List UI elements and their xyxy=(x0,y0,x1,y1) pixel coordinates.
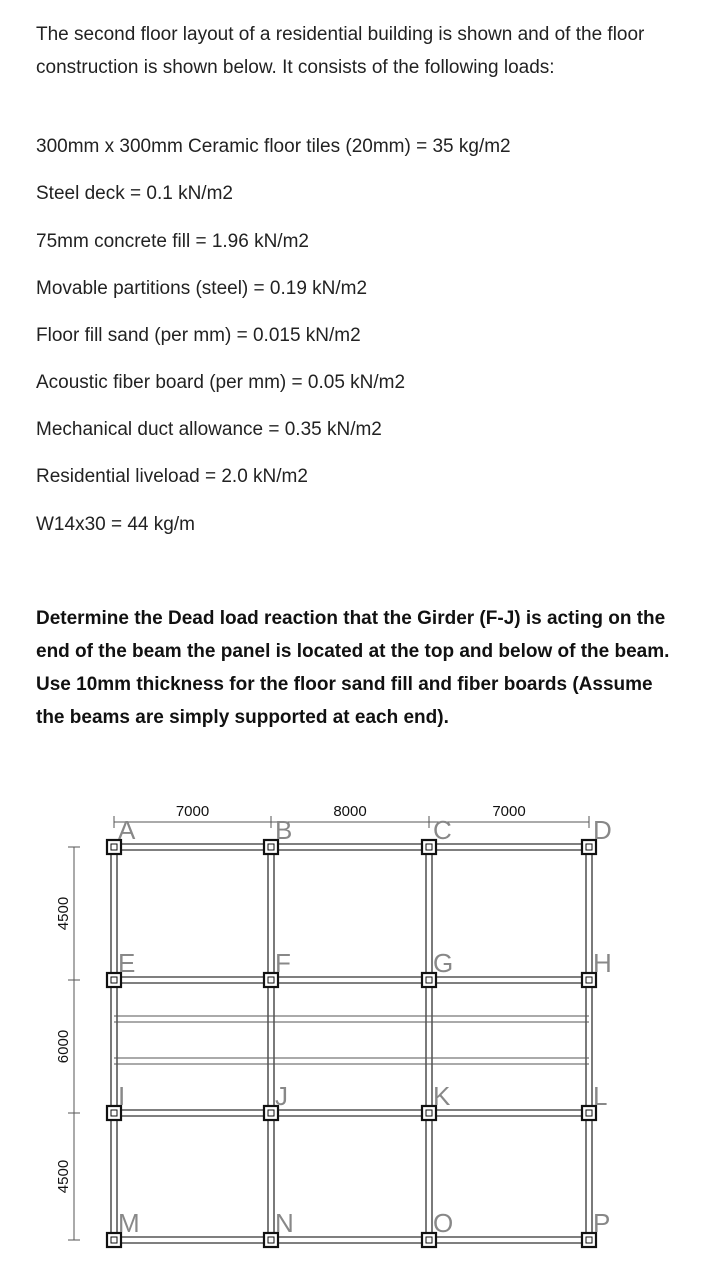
bay-depth-label: 6000 xyxy=(55,1029,72,1064)
grid-point-label: O xyxy=(433,1208,454,1238)
grid-point-label: I xyxy=(118,1081,126,1111)
load-item-liveload: Residential liveload = 2.0 kN/m2 xyxy=(36,466,308,487)
load-item-fiber-board: Acoustic fiber board (per mm) = 0.05 kN/m2 xyxy=(36,372,406,393)
bay-width-label: 7000 xyxy=(175,803,210,820)
grid-point-label: K xyxy=(433,1081,451,1111)
bay-width-label: 7000 xyxy=(492,803,526,820)
load-item-partitions: Movable partitions (steel) = 0.19 kN/m2 xyxy=(36,278,368,299)
load-item-beam-weight: W14x30 = 44 kg/m xyxy=(36,514,195,535)
bay-width-label: 8000 xyxy=(333,803,367,820)
grid-point-label: E xyxy=(118,948,136,978)
grid-point-label: L xyxy=(593,1081,608,1111)
grid-point-label: F xyxy=(275,948,291,978)
bay-depth-label: 4500 xyxy=(55,1159,72,1194)
bay-depth-label: 4500 xyxy=(55,896,72,931)
grid-point-label: J xyxy=(275,1081,288,1111)
load-item-tiles: 300mm x 300mm Ceramic floor tiles (20mm) = 35 kg/m2 xyxy=(36,136,511,157)
problem-intro: The second floor layout of a residential building is shown and of the floor construction is shown below. It consists of the following loads: xyxy=(36,24,645,78)
grid-point-label: N xyxy=(275,1208,294,1238)
problem-question: Determine the Dead load reaction that the Girder (F-J) is acting on the end of the beam the panel is located at the top and below of the beam. Use 10mm thickness for the floor sand fill and fiber boards (Assume the beams are simply supported at each end). xyxy=(36,608,670,728)
load-item-sand-fill: Floor fill sand (per mm) = 0.015 kN/m2 xyxy=(36,325,361,346)
floor-plan-svg xyxy=(0,790,721,1280)
grid-point-label: B xyxy=(275,815,293,845)
load-item-duct: Mechanical duct allowance = 0.35 kN/m2 xyxy=(36,419,382,440)
grid-point-label: P xyxy=(593,1208,611,1238)
grid-point-label: D xyxy=(593,815,612,845)
load-item-steel-deck: Steel deck = 0.1 kN/m2 xyxy=(36,183,233,204)
grid-point-label: G xyxy=(433,948,454,978)
floor-plan-diagram xyxy=(0,790,721,1280)
grid-point-label: A xyxy=(118,815,136,845)
grid-point-label: H xyxy=(593,948,612,978)
load-item-concrete-fill: 75mm concrete fill = 1.96 kN/m2 xyxy=(36,231,309,252)
grid-point-label: C xyxy=(433,815,452,845)
grid-point-label: M xyxy=(118,1208,140,1238)
